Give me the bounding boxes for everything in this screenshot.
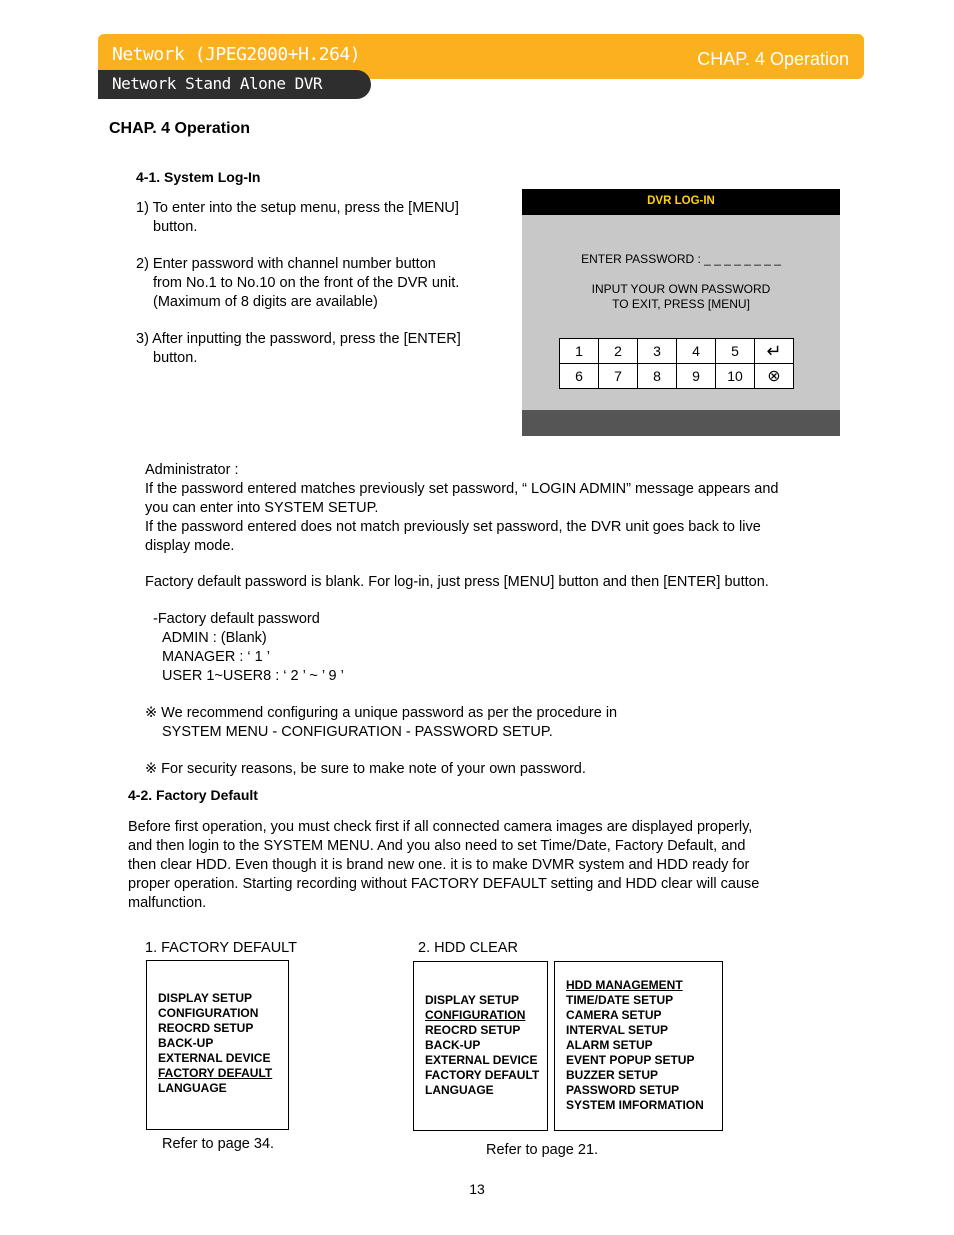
menu-item-factory-default[interactable]: FACTORY DEFAULT (425, 1068, 540, 1082)
page-number: 13 (469, 1181, 485, 1197)
submenu-item-interval-setup[interactable]: INTERVAL SETUP (566, 1023, 669, 1037)
key-9[interactable]: 9 (677, 364, 716, 389)
figure1-reference: Refer to page 34. (162, 1136, 275, 1152)
screen-title: DVR LOG-IN (647, 195, 715, 207)
submenu-item-buzzer-setup[interactable]: BUZZER SETUP (566, 1068, 659, 1082)
factory-default-menu-box (146, 960, 289, 1130)
chapter-title: CHAP. 4 Operation (109, 120, 251, 137)
menu-item-external-device[interactable]: EXTERNAL DEVICE (158, 1051, 271, 1065)
step-1: 1) To enter into the setup menu, press the [MENU] button. (136, 200, 459, 235)
default-password-list: -Factory default password ADMIN : (Blank) MANAGER : ‘ 1 ’ USER 1~USER8 : ‘ 2 ’ ~ ’ 9 ’ (153, 611, 344, 684)
keypad (559, 338, 794, 389)
menu-item-record-setup[interactable]: REOCRD SETUP (158, 1021, 254, 1035)
instruction-line-1: INPUT YOUR OWN PASSWORD (591, 282, 771, 296)
step-2: 2) Enter password with channel number button from No.1 to No.10 on the front of the DVR unit. (Maximum of 8 digits are available) (136, 256, 460, 310)
figure2-reference: Refer to page 21. (486, 1142, 599, 1158)
menu-item-language[interactable]: LANGUAGE (425, 1083, 494, 1097)
menu-item-back-up[interactable]: BACK-UP (158, 1036, 214, 1050)
note-password-config: ※ We recommend configuring a unique password as per the procedure in SYSTEM MENU - CONFIGURATION - PASSWORD SETUP. (145, 705, 618, 740)
menu-item-factory-default[interactable]: FACTORY DEFAULT (158, 1066, 273, 1080)
step-3: 3) After inputting the password, press the [ENTER] button. (136, 331, 461, 366)
configuration-submenu-box (554, 961, 723, 1131)
password-prompt: ENTER PASSWORD : _ _ _ _ _ _ _ _ (581, 252, 781, 266)
menu-item-external-device[interactable]: EXTERNAL DEVICE (425, 1053, 538, 1067)
instruction-line-2: TO EXIT, PRESS [MENU] (612, 297, 750, 311)
submenu-item-hdd-management[interactable]: HDD MANAGEMENT (566, 978, 683, 992)
key-2[interactable]: 2 (599, 339, 638, 364)
note-security: ※ For security reasons, be sure to make note of your own password. (145, 761, 586, 777)
menu-item-back-up[interactable]: BACK-UP (425, 1038, 481, 1052)
section-heading-login: 4-1. System Log-In (136, 169, 261, 185)
key-10[interactable]: 10 (716, 364, 755, 389)
cancel-key-icon[interactable]: ⊗ (755, 364, 794, 389)
enter-key-icon[interactable]: ↵ (755, 339, 794, 364)
menu-item-language[interactable]: LANGUAGE (158, 1081, 227, 1095)
key-7[interactable]: 7 (599, 364, 638, 389)
key-5[interactable]: 5 (716, 339, 755, 364)
header-subtitle: Network Stand Alone DVR (112, 74, 323, 93)
submenu-item-camera-setup[interactable]: CAMERA SETUP (566, 1008, 662, 1022)
menu-item-display-setup[interactable]: DISPLAY SETUP (158, 991, 253, 1005)
submenu-item-alarm-setup[interactable]: ALARM SETUP (566, 1038, 653, 1052)
admin-block: Administrator : If the password entered matches previously set password, “ LOGIN ADMIN” message appears and you can enter into SYSTEM SETUP. If the password entered does not match previously set password, the DVR unit goes back to live display mode. (145, 462, 779, 554)
submenu-item-event-popup-setup[interactable]: EVENT POPUP SETUP (566, 1053, 695, 1067)
key-8[interactable]: 8 (638, 364, 677, 389)
menu-item-configuration[interactable]: CONFIGURATION (425, 1008, 526, 1022)
submenu-item-password-setup[interactable]: PASSWORD SETUP (566, 1083, 680, 1097)
menu-item-display-setup[interactable]: DISPLAY SETUP (425, 993, 520, 1007)
factory-default-paragraph: Before first operation, you must check first if all connected camera images are displayed properly, and then login to the SYSTEM MENU. And you also need to set Time/Date, Factory Default, and then clear HDD. Even though it is brand new one. it is to make DVMR system and HDD ready for proper operation. Starting recording without FACTORY DEFAULT setting and HDD clear will cause malfunction. (128, 819, 760, 911)
key-3[interactable]: 3 (638, 339, 677, 364)
submenu-item-system-information[interactable]: SYSTEM IMFORMATION (566, 1098, 704, 1112)
admin-label: Administrator : (145, 462, 239, 478)
header-title: Network (JPEG2000+H.264) (112, 44, 361, 65)
figure1-label: 1. FACTORY DEFAULT (145, 940, 298, 956)
menu-item-record-setup[interactable]: REOCRD SETUP (425, 1023, 521, 1037)
screen-bottom-bar (522, 410, 840, 436)
factory-password-note: Factory default password is blank. For log-in, just press [MENU] button and then [ENTER] button. (145, 574, 769, 590)
hdd-clear-menu-box (413, 961, 548, 1131)
key-4[interactable]: 4 (677, 339, 716, 364)
key-1[interactable]: 1 (560, 339, 599, 364)
dvr-login-screen (522, 189, 840, 436)
menu-item-configuration[interactable]: CONFIGURATION (158, 1006, 259, 1020)
figure2-label: 2. HDD CLEAR (418, 940, 518, 956)
submenu-item-time-date-setup[interactable]: TIME/DATE SETUP (566, 993, 674, 1007)
key-6[interactable]: 6 (560, 364, 599, 389)
section-heading-factory-default: 4-2. Factory Default (128, 787, 258, 803)
header-chapter: CHAP. 4 Operation (697, 49, 849, 69)
